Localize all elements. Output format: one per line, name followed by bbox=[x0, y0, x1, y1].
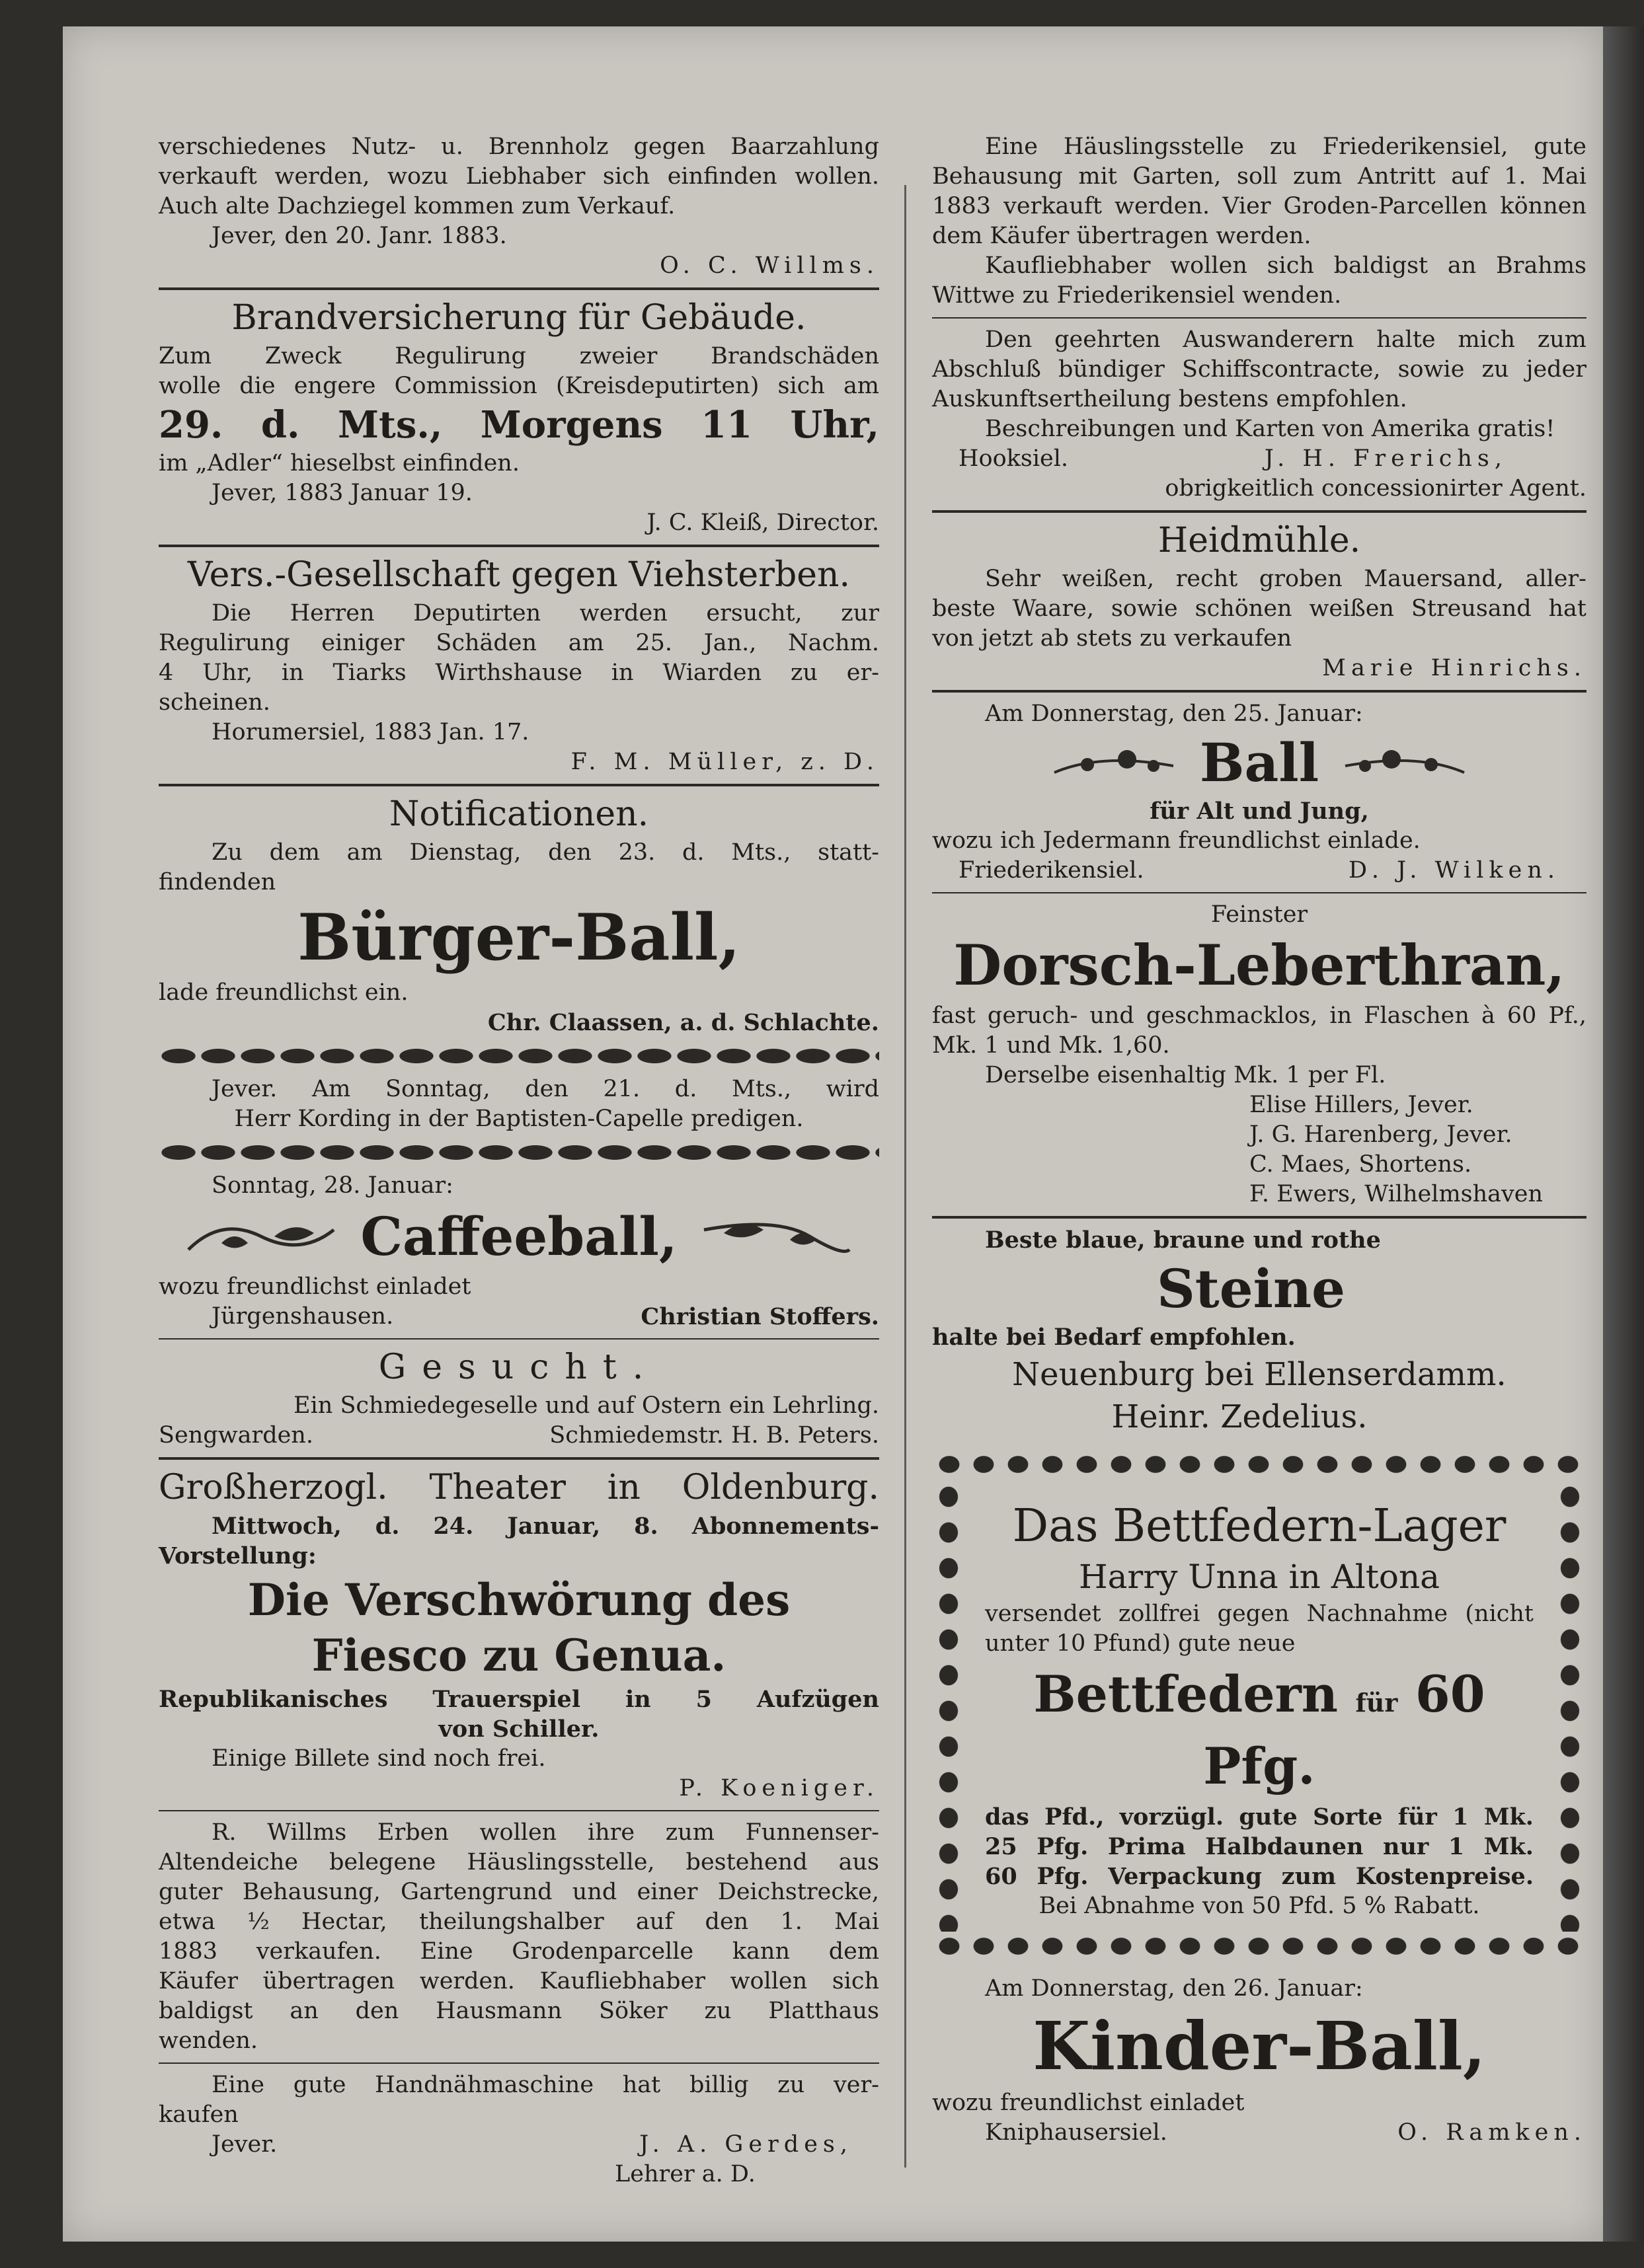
ad-wood-sale bbox=[159, 132, 879, 281]
divider bbox=[159, 1810, 879, 1811]
ad-signature: Schmiedemstr. H. B. Peters. bbox=[549, 1422, 879, 1449]
flourish-right-icon bbox=[1339, 739, 1471, 786]
ad-place: Neuenburg bei Ellenserdamm. bbox=[1012, 1356, 1507, 1393]
event-title: Bürger-Ball, bbox=[297, 900, 740, 975]
text-line: Abschluß bündiger Schiffscontracte, sowie zu jeder bbox=[932, 356, 1586, 383]
text-line: Herr Kording in der Baptisten-Capelle predigen. bbox=[234, 1106, 804, 1132]
divider bbox=[159, 545, 879, 547]
ad-heidmuehle bbox=[932, 519, 1586, 683]
text-line: wozu freundlichst einladet bbox=[932, 2090, 1245, 2116]
ad-signature: J. C. Kleiß, Director. bbox=[646, 510, 879, 536]
text-line: unter 10 Pfund) gute neue bbox=[985, 1630, 1296, 1657]
ad-gesucht bbox=[159, 1346, 879, 1451]
text-line: Beste blaue, braune und rothe bbox=[985, 1227, 1381, 1254]
flourish-right-icon bbox=[697, 1210, 856, 1263]
event-title: Kinder-Ball, bbox=[1033, 2007, 1486, 2085]
play-title: Fiesco zu Genua. bbox=[311, 1630, 726, 1681]
dotted-border bbox=[932, 1932, 1586, 1961]
text-line: dem Käufer übertragen werden. bbox=[932, 223, 1311, 249]
ad-willms-erben bbox=[159, 1818, 879, 2056]
text-line: findenden bbox=[159, 869, 276, 895]
ad-place: Jever. bbox=[212, 2131, 278, 2158]
text-line: Eine Häuslingsstelle zu Friederikensiel, gute bbox=[985, 133, 1586, 160]
text-line: Beschreibungen und Karten von Amerika gratis! bbox=[985, 416, 1555, 442]
text-line: Feinster bbox=[1210, 901, 1308, 928]
ad-dorsch-leberthran bbox=[932, 900, 1586, 1209]
event-title: Ball bbox=[1199, 732, 1319, 794]
text-line: Regulirung einiger Schäden am 25. Jan., Nachm. bbox=[159, 630, 879, 656]
text-line: Auch alte Dachziegel kommen zum Verkauf. bbox=[159, 193, 676, 219]
text-line: Mittwoch, d. 24. Januar, 8. Abonnements- bbox=[212, 1513, 879, 1540]
column-divider bbox=[904, 185, 906, 2168]
section-heading: Notificationen. bbox=[389, 794, 649, 834]
text-line: beste Waare, sowie schönen weißen Streusand hat bbox=[932, 595, 1586, 622]
price-line bbox=[985, 1663, 1534, 1798]
flourish-left-icon bbox=[1048, 739, 1180, 786]
ad-ball bbox=[932, 699, 1586, 886]
ad-buerger-ball bbox=[159, 793, 879, 1038]
ad-signature-title: Lehrer a. D. bbox=[615, 2161, 756, 2187]
text-line: Einige Billete sind noch frei. bbox=[212, 1745, 546, 1772]
divider bbox=[932, 510, 1586, 513]
ad-bettfedern-frame bbox=[932, 1450, 1586, 1961]
text-line: 25 Pfg. Prima Halbdaunen nur 1 Mk. bbox=[985, 1833, 1534, 1860]
text-line: etwa ½ Hectar, theilungshalber auf den 1. Mai bbox=[159, 1909, 879, 1935]
text-line: halte bei Bedarf empfohlen. bbox=[932, 1324, 1296, 1351]
text-line: Derselbe eisenhaltig Mk. 1 per Fl. bbox=[985, 1062, 1386, 1088]
text-line: verschiedenes Nutz- u. Brennholz gegen Baarzahlung bbox=[159, 133, 879, 160]
ad-auswanderer bbox=[932, 325, 1586, 504]
text-line: guter Behausung, Gartengrund und einer Deichstrecke, bbox=[159, 1879, 879, 1905]
divider bbox=[932, 892, 1586, 893]
ad-signature: Heinr. Zedelius. bbox=[1111, 1398, 1368, 1435]
notice-kording bbox=[159, 1075, 879, 1134]
event-title: Caffeeball, bbox=[360, 1205, 678, 1267]
divider bbox=[932, 690, 1586, 693]
event-date: Am Donnerstag, den 25. Januar: bbox=[985, 700, 1363, 727]
firm-name: Harry Unna in Altona bbox=[1079, 1558, 1440, 1596]
ad-heading: Vers.-Gesellschaft gegen Viehsterben. bbox=[187, 555, 851, 595]
ornament-bar bbox=[159, 1139, 879, 1166]
flourish-left-icon bbox=[182, 1210, 340, 1263]
text-line: versendet zollfrei gegen Nachnahme (nicht bbox=[985, 1601, 1534, 1627]
ad-place: Sengwarden. bbox=[159, 1422, 313, 1449]
text-line: wenden. bbox=[159, 2027, 258, 2054]
text-line: im „Adler“ hieselbst einfinden. bbox=[159, 450, 520, 476]
text-line: scheinen. bbox=[159, 689, 270, 716]
sign-row bbox=[159, 1302, 879, 1332]
ad-signature: P. Koeniger. bbox=[679, 1775, 879, 1801]
book-spine bbox=[1603, 26, 1644, 2242]
ad-signature: Christian Stoffers. bbox=[641, 1303, 879, 1330]
text-line: Eine gute Handnähmaschine hat billig zu ver- bbox=[212, 2072, 879, 2098]
ad-viehsterben bbox=[159, 554, 879, 777]
text-line: Den geehrten Auswanderern halte mich zum bbox=[985, 326, 1586, 353]
text-line: Altendeiche belegene Häuslingsstelle, bestehend aus bbox=[159, 1849, 879, 1875]
ad-signature: J. A. Gerdes, bbox=[639, 2131, 853, 2158]
right-column bbox=[932, 132, 1586, 2152]
ad-naehmaschine bbox=[159, 2070, 879, 2189]
ad-date: Jever, den 20. Janr. 1883. bbox=[212, 223, 507, 249]
product-title: Dorsch-Leberthran, bbox=[953, 932, 1565, 998]
ad-place: Kniphausersiel. bbox=[985, 2119, 1167, 2146]
text-line: baldigst an den Hausmann Söker zu Platthaus bbox=[159, 1998, 879, 2024]
text-line: 1883 verkauft werden. Vier Groden-Parcellen können bbox=[932, 193, 1586, 219]
text-line: Vorstellung: bbox=[159, 1542, 317, 1569]
text-line: fast geruch- und geschmacklos, in Flaschen à 60 Pf., bbox=[932, 1002, 1586, 1029]
divider bbox=[932, 317, 1586, 319]
ad-haeuslingsstelle bbox=[932, 132, 1586, 311]
ad-signature: O. Ramken. bbox=[1397, 2119, 1586, 2146]
ad-heading: Heidmühle. bbox=[1157, 521, 1361, 560]
ad-heading: Brandversicherung für Gebäude. bbox=[231, 298, 806, 338]
meeting-date: 29. d. Mts., Morgens 11 Uhr, bbox=[159, 403, 879, 447]
ad-date: Horumersiel, 1883 Jan. 17. bbox=[212, 719, 529, 745]
ad-signature: D. J. Wilken. bbox=[1349, 857, 1560, 884]
ornament-row bbox=[159, 1201, 879, 1272]
price: 60 Pfg. bbox=[1203, 1665, 1485, 1796]
text-line: 60 Pfg. Verpackung zum Kostenpreise. bbox=[985, 1863, 1534, 1890]
text-line: Behausung mit Garten, soll zum Antritt auf 1. Mai bbox=[932, 163, 1586, 190]
divider bbox=[159, 1457, 879, 1460]
dotted-border bbox=[1553, 1479, 1586, 1932]
text-line: lade freundlichst ein. bbox=[159, 979, 409, 1006]
left-column bbox=[159, 132, 879, 2193]
seller: J. G. Harenberg, Jever. bbox=[1249, 1121, 1512, 1148]
ad-signature: F. M. Müller, z. D. bbox=[570, 749, 879, 775]
text-line: Republikanisches Trauerspiel in 5 Aufzügen bbox=[159, 1686, 879, 1713]
ad-signature: O. C. Willms. bbox=[660, 252, 879, 279]
sign-row bbox=[159, 1421, 879, 1451]
dotted-border bbox=[932, 1479, 965, 1932]
text-line: von jetzt ab stets zu verkaufen bbox=[932, 625, 1292, 652]
text-line: verkauft werden, wozu Liebhaber sich einfinden wollen. bbox=[159, 163, 879, 190]
text-line: 1883 verkaufen. Eine Grodenparcelle kann dem bbox=[159, 1938, 879, 1965]
sign-row bbox=[159, 2130, 879, 2160]
dotted-border bbox=[932, 1450, 1586, 1479]
ad-heading: Das Bettfedern-Lager bbox=[1012, 1500, 1507, 1552]
seller: C. Maes, Shortens. bbox=[1249, 1151, 1472, 1178]
text-line: Sehr weißen, recht groben Mauersand, aller- bbox=[985, 566, 1586, 592]
text-line: Zum Zweck Regulirung zweier Brandschäden bbox=[159, 343, 879, 369]
event-date: Am Donnerstag, den 26. Januar: bbox=[985, 1975, 1363, 2002]
text-line: wozu ich Jedermann freundlichst einlade. bbox=[932, 827, 1421, 854]
divider bbox=[159, 2062, 879, 2064]
ad-kinder-ball bbox=[932, 1974, 1586, 2148]
product-title: Steine bbox=[1157, 1258, 1346, 1320]
ad-date: Jever, 1883 Januar 19. bbox=[212, 480, 473, 506]
text-line: wozu freundlichst einladet bbox=[159, 1273, 471, 1300]
sign-row bbox=[932, 444, 1586, 474]
sign-row bbox=[932, 856, 1586, 886]
text-line: von Schiller. bbox=[438, 1716, 600, 1743]
text-line: Auskunftsertheilung bestens empfohlen. bbox=[932, 386, 1407, 412]
text-line: Jever. Am Sonntag, den 21. d. Mts., wird bbox=[212, 1076, 879, 1102]
text-line: Käufer übertragen werden. Kaufliebhaber wollen sich bbox=[159, 1968, 879, 1994]
text-line: R. Willms Erben wollen ihre zum Funnenser- bbox=[212, 1819, 879, 1846]
play-title: Die Verschwörung des bbox=[247, 1574, 791, 1626]
ad-signature: Chr. Claassen, a. d. Schlachte. bbox=[487, 1009, 879, 1036]
ad-place: Hooksiel. bbox=[959, 445, 1069, 472]
text-line: kaufen bbox=[159, 2101, 239, 2128]
sign-row bbox=[932, 2118, 1586, 2148]
ad-signature-title: obrigkeitlich concessionirter Agent. bbox=[1165, 475, 1586, 502]
ad-theater bbox=[159, 1466, 879, 1803]
text-line: Ein Schmiedegeselle und auf Ostern ein Lehrling. bbox=[294, 1392, 879, 1419]
ad-place: Jürgenshausen. bbox=[212, 1303, 394, 1330]
ornament-row bbox=[932, 729, 1586, 796]
text-line: Mk. 1 und Mk. 1,60. bbox=[932, 1032, 1170, 1059]
text-line: Zu dem am Dienstag, den 23. d. Mts., statt- bbox=[212, 839, 879, 866]
ad-steine bbox=[932, 1225, 1586, 1437]
seller: Elise Hillers, Jever. bbox=[1249, 1092, 1473, 1118]
seller: F. Ewers, Wilhelmshaven bbox=[1249, 1181, 1544, 1207]
text-line: Kaufliebhaber wollen sich baldigst an Brahms bbox=[985, 252, 1586, 279]
divider bbox=[159, 1338, 879, 1340]
ad-place: Friederikensiel. bbox=[959, 857, 1144, 884]
text-line: Wittwe zu Friederikensiel wenden. bbox=[932, 282, 1342, 309]
divider bbox=[159, 784, 879, 786]
event-date: Sonntag, 28. Januar: bbox=[212, 1172, 453, 1199]
ad-heading: Großherzogl. Theater in Oldenburg. bbox=[159, 1468, 879, 1507]
ad-heading: Gesucht. bbox=[378, 1347, 660, 1387]
ad-brandversicherung bbox=[159, 297, 879, 538]
product-name: Bettfedern bbox=[1033, 1665, 1338, 1723]
text-line: Die Herren Deputirten werden ersucht, zur bbox=[212, 600, 879, 626]
text-line: für Alt und Jung, bbox=[1150, 798, 1369, 825]
divider bbox=[932, 1216, 1586, 1219]
ad-signature: Marie Hinrichs. bbox=[1322, 655, 1586, 681]
text-line: Bei Abnahme von 50 Pfd. 5 % Rabatt. bbox=[1038, 1893, 1480, 1919]
ad-signature: J. H. Frerichs, bbox=[1264, 445, 1507, 472]
divider bbox=[159, 287, 879, 290]
text-line: 4 Uhr, in Tiarks Wirthshause in Wiarden zu er- bbox=[159, 660, 879, 686]
text-line: das Pfd., vorzügl. gute Sorte für 1 Mk. bbox=[985, 1803, 1534, 1831]
ornament-bar bbox=[159, 1043, 879, 1069]
ad-caffeeball bbox=[159, 1171, 879, 1332]
text-line: für bbox=[1355, 1688, 1398, 1718]
text-line: wolle die engere Commission (Kreisdeputirten) sich am bbox=[159, 373, 879, 399]
